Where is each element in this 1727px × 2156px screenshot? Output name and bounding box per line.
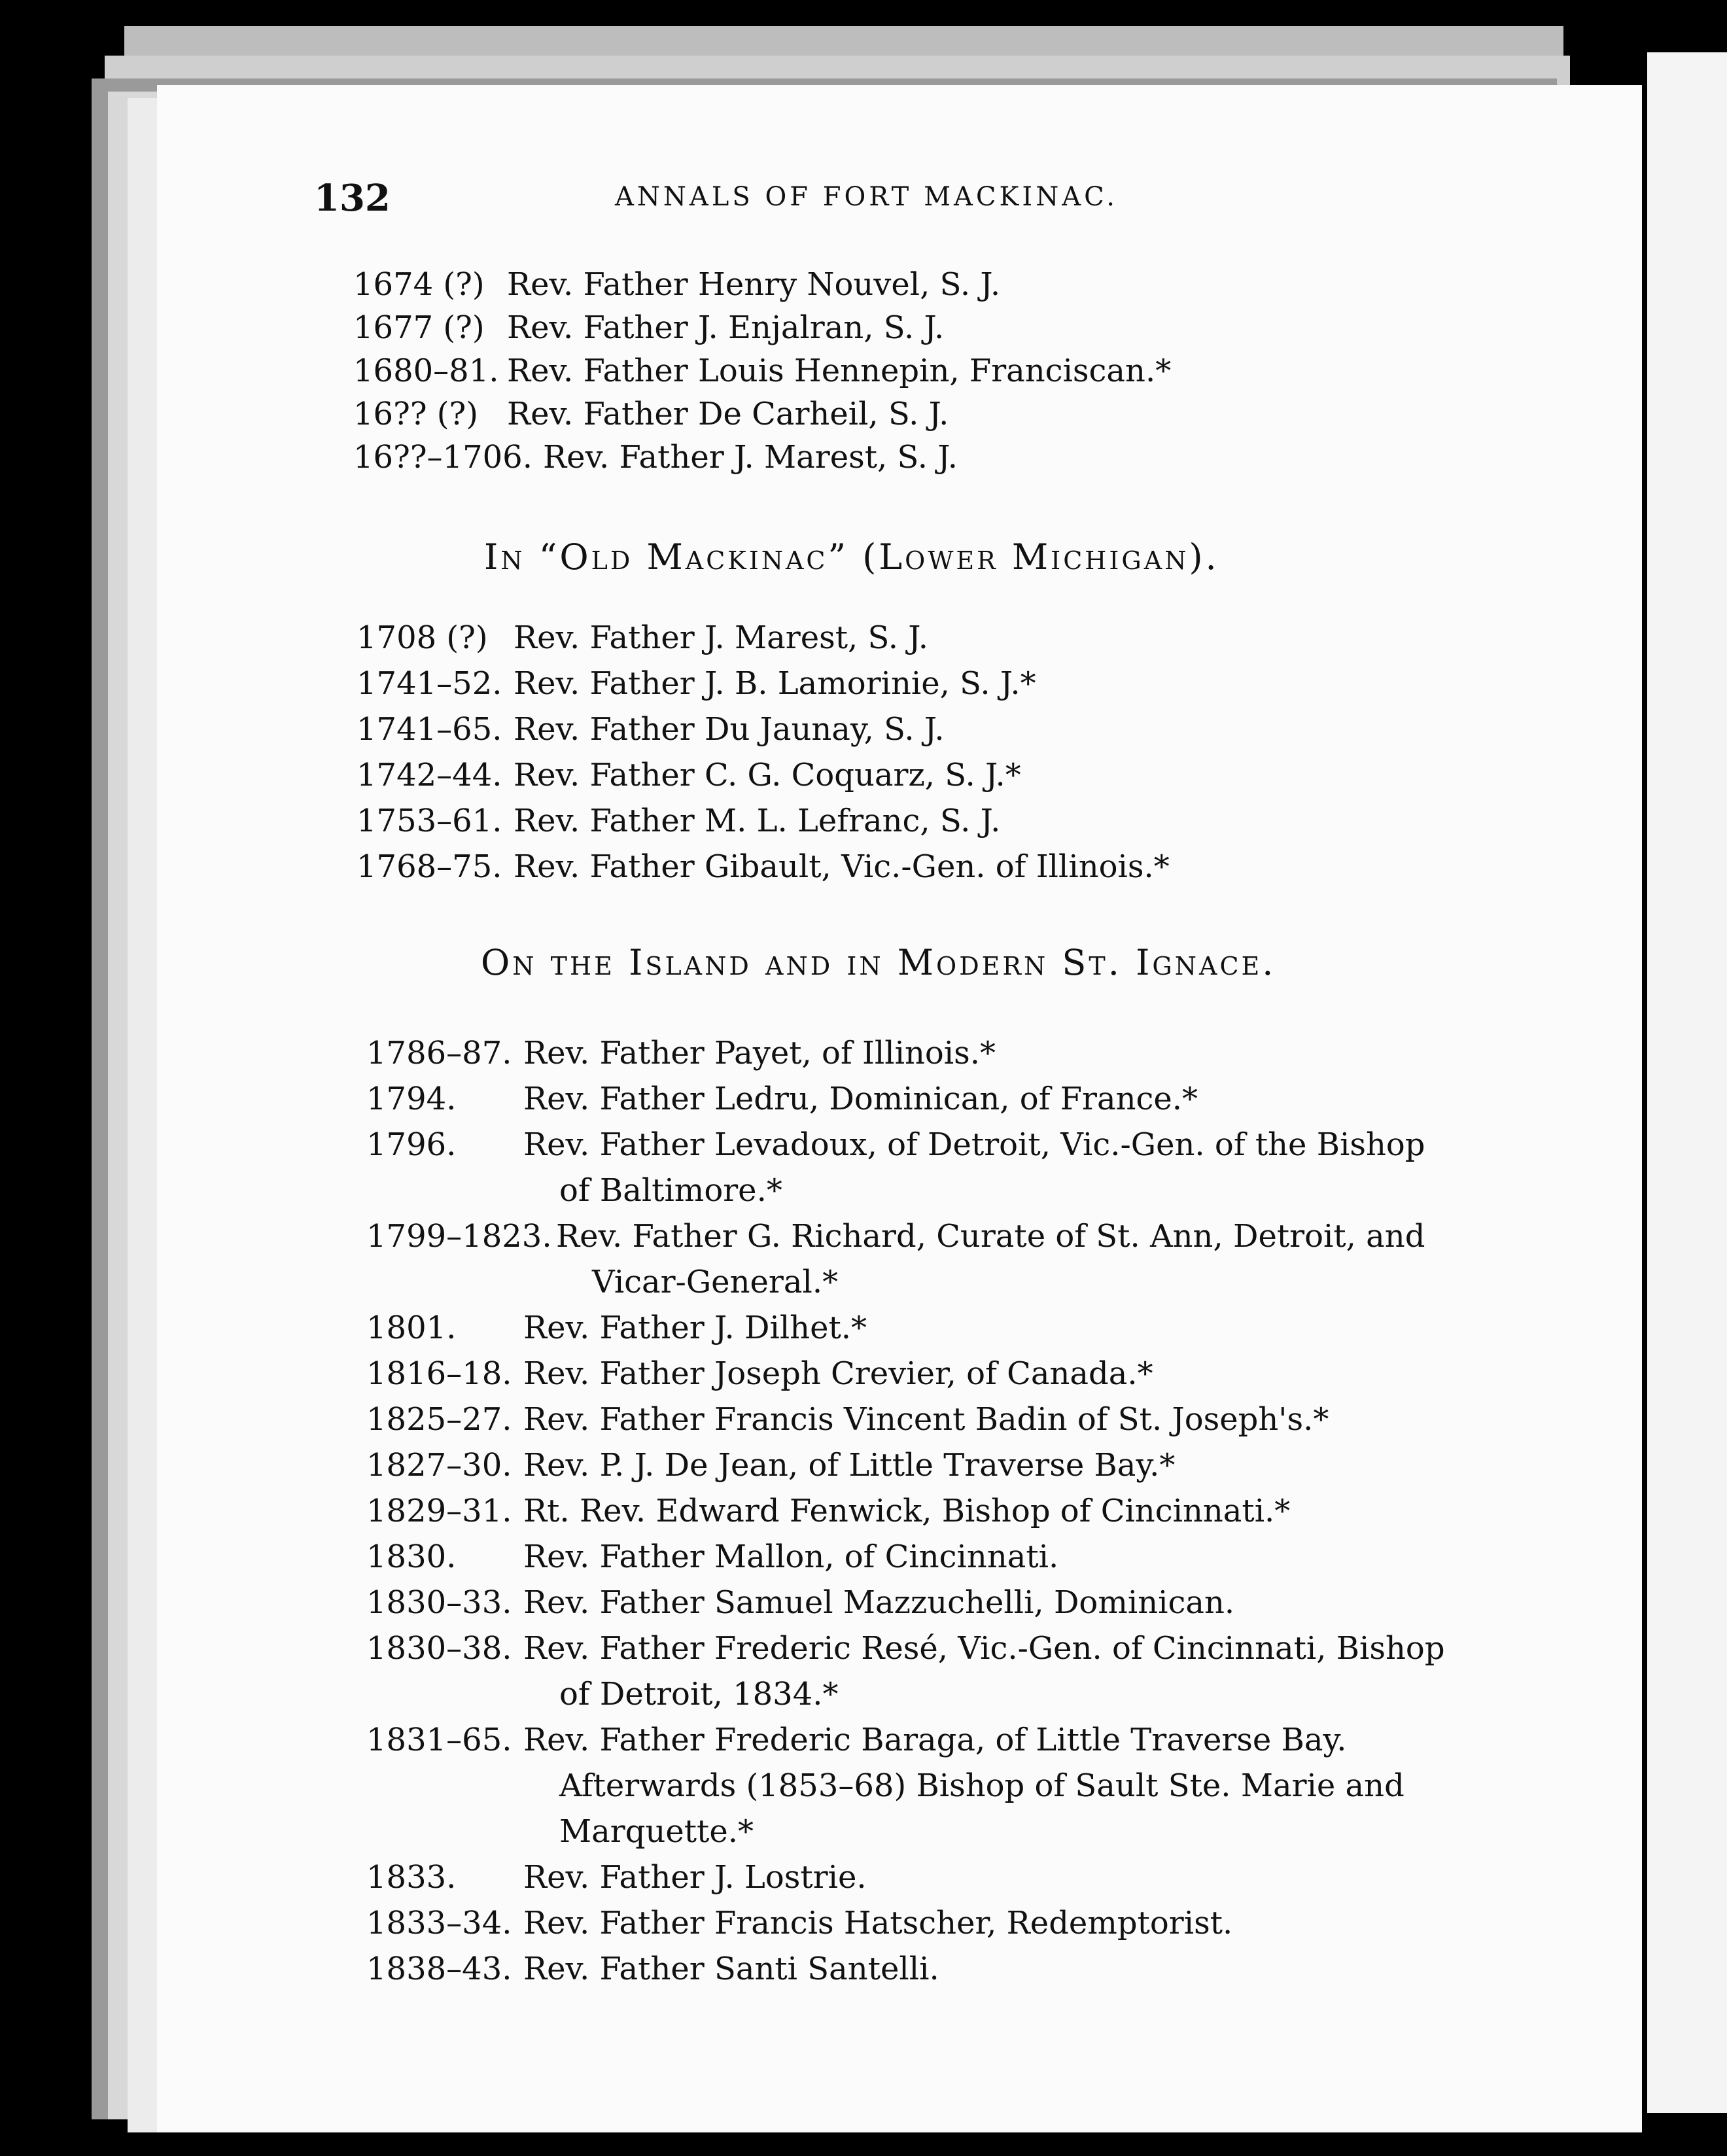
entry-text: Rev. Father J. Marest, S. J. <box>543 439 958 476</box>
running-head: ANNALS OF FORT MACKINAC. <box>615 182 1118 212</box>
entry-text: Rev. Father J. Lostrie. <box>523 1859 867 1896</box>
entry-text: Rev. Father Du Jaunay, S. J. <box>514 711 945 748</box>
entry-year: 1816–18. <box>366 1355 512 1392</box>
page-header <box>157 177 1642 229</box>
entry-year: 1830–38. <box>366 1630 512 1667</box>
entry-year: 1827–30. <box>366 1447 512 1484</box>
section-heading-old-mackinac: In “Old Mackinac” (Lower Michigan). <box>484 536 1219 578</box>
entry-year: 1830. <box>366 1539 457 1575</box>
entry-text: Rev. Father G. Richard, Curate of St. Ann, Detroit, and <box>556 1218 1425 1255</box>
entry-text: Rev. Father M. L. Lefranc, S. J. <box>514 803 1001 839</box>
entry-text: Rev. Father C. G. Coquarz, S. J.* <box>514 757 1021 793</box>
entry-continuation: Marquette.* <box>559 1813 754 1850</box>
entry-year: 1674 (?) <box>353 266 485 303</box>
page-number: 132 <box>314 177 391 220</box>
entry-year: 1801. <box>366 1310 457 1346</box>
facing-page-edge <box>1645 52 1727 2113</box>
entry-text: Rev. Father Frederic Resé, Vic.-Gen. of Cincinnati, Bishop <box>523 1630 1445 1667</box>
entry-year: 1786–87. <box>366 1035 512 1071</box>
entry-continuation: Vicar-General.* <box>592 1264 839 1300</box>
entry-text: Rev. Father Louis Hennepin, Franciscan.* <box>507 353 1172 389</box>
entry-year: 1838–43. <box>366 1951 512 1987</box>
entry-year: 1741–65. <box>357 711 502 748</box>
entry-continuation: Afterwards (1853–68) Bishop of Sault Ste. Marie and <box>559 1767 1404 1804</box>
entry-text: Rev. Father Francis Vincent Badin of St. Joseph's.* <box>523 1401 1329 1438</box>
entry-text: Rev. Father Mallon, of Cincinnati. <box>523 1539 1059 1575</box>
entry-year: 16?? (?) <box>353 396 478 432</box>
entry-year: 1680–81. <box>353 353 499 389</box>
section-heading-island: On the Island and in Modern St. Ignace. <box>481 942 1276 983</box>
entry-text: Rev. Father Ledru, Dominican, of France.* <box>523 1081 1198 1117</box>
entry-year: 1831–65. <box>366 1722 512 1758</box>
entry-text: Rt. Rev. Edward Fenwick, Bishop of Cincinnati.* <box>523 1493 1291 1529</box>
entry-text: Rev. Father Santi Santelli. <box>523 1951 939 1987</box>
entry-text: Rev. Father Levadoux, of Detroit, Vic.-Gen. of the Bishop <box>523 1126 1425 1163</box>
entry-year: 1796. <box>366 1126 457 1163</box>
entry-continuation: of Baltimore.* <box>559 1172 782 1209</box>
entry-year: 1794. <box>366 1081 457 1117</box>
entry-year: 1753–61. <box>357 803 502 839</box>
entry-year: 1768–75. <box>357 848 502 885</box>
entry-text: Rev. Father J. Marest, S. J. <box>514 619 929 656</box>
entry-text: Rev. P. J. De Jean, of Little Traverse Bay.* <box>523 1447 1176 1484</box>
entry-text: Rev. Father Francis Hatscher, Redemptorist. <box>523 1905 1233 1941</box>
entry-year: 1829–31. <box>366 1493 512 1529</box>
entry-text: Rev. Father J. Enjalran, S. J. <box>507 309 945 346</box>
entry-year: 1708 (?) <box>357 619 488 656</box>
book-page <box>157 85 1642 2132</box>
entry-continuation: of Detroit, 1834.* <box>559 1676 839 1713</box>
entry-year: 1799–1823. <box>366 1218 552 1255</box>
entry-text: Rev. Father Gibault, Vic.-Gen. of Illinois.* <box>514 848 1170 885</box>
entry-text: Rev. Father De Carheil, S. J. <box>507 396 949 432</box>
entry-year: 1825–27. <box>366 1401 512 1438</box>
entry-year: 1833–34. <box>366 1905 512 1941</box>
entry-year: 1741–52. <box>357 665 502 702</box>
entry-year: 1833. <box>366 1859 457 1896</box>
entry-text: Rev. Father Frederic Baraga, of Little Traverse Bay. <box>523 1722 1347 1758</box>
entry-text: Rev. Father Henry Nouvel, S. J. <box>507 266 1001 303</box>
entry-text: Rev. Father J. Dilhet.* <box>523 1310 867 1346</box>
entry-text: Rev. Father J. B. Lamorinie, S. J.* <box>514 665 1036 702</box>
entry-text: Rev. Father Payet, of Illinois.* <box>523 1035 996 1071</box>
entry-year: 1830–33. <box>366 1584 512 1621</box>
entry-text: Rev. Father Joseph Crevier, of Canada.* <box>523 1355 1153 1392</box>
entry-year: 16??–1706. <box>353 439 532 476</box>
entry-year: 1742–44. <box>357 757 502 793</box>
entry-text: Rev. Father Samuel Mazzuchelli, Dominican. <box>523 1584 1235 1621</box>
entry-year: 1677 (?) <box>353 309 485 346</box>
